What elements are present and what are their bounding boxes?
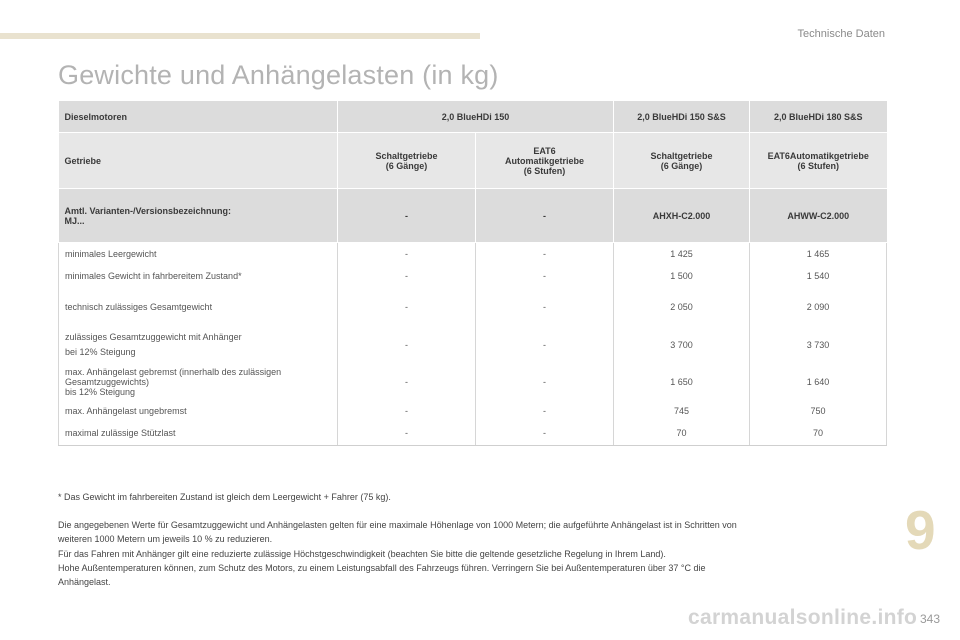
- weights-table: [58, 101, 887, 446]
- note-line: Anhängelast.: [58, 577, 111, 588]
- table-cell: 1 640: [750, 364, 887, 400]
- gearbox-line: Schaltgetriebe: [650, 150, 713, 161]
- row-label: minimales Leergewicht: [65, 248, 157, 259]
- watermark: carmanualsonline.info: [688, 606, 918, 629]
- variant-label-line: Amtl. Varianten-/Versionsbezeichnung:: [64, 205, 232, 216]
- table-cell: 1 650: [614, 364, 750, 400]
- table-cell: 3 730: [750, 326, 887, 364]
- note-line: Hohe Außentemperaturen können, zum Schutz des Motors, zu einem Leistungsabfall des Fahrzeugs führen. Verringern Sie bei Außentemperaturen über 37 °C die: [58, 562, 706, 573]
- section-title: Technische Daten: [797, 28, 885, 40]
- engine-col-3: 2,0 BlueHDi 180 S&S: [750, 101, 887, 133]
- table-row: [59, 400, 887, 422]
- engine-col-1: 2,0 BlueHDi 150: [338, 101, 614, 133]
- variant-label-line: MJ...: [64, 215, 85, 226]
- notes-block: [58, 518, 888, 589]
- row-label: [59, 364, 338, 400]
- note-line: Für das Fahren mit Anhänger gilt eine reduzierte zulässige Höchstgeschwindigkeit (beachten Sie bitte die geltende gesetzliche Regelung in Ihrem Land).: [58, 548, 666, 559]
- weights-table-container: [58, 101, 886, 446]
- table-cell: -: [338, 364, 476, 400]
- row-label: maximal zulässige Stützlast: [59, 422, 338, 446]
- table-cell: -: [476, 364, 614, 400]
- table-cell: 750: [750, 400, 887, 422]
- table-cell: 2 050: [614, 288, 750, 326]
- gearbox-col-2: [476, 133, 614, 189]
- table-cell: 1 425: [614, 243, 750, 265]
- table-cell: 70: [750, 422, 887, 446]
- table-row: [59, 422, 887, 446]
- table-cell: 2 090: [750, 288, 887, 326]
- note-line: Die angegebenen Werte für Gesamtzuggewicht und Anhängelasten gelten für eine maximale Höhenlage von 1000 Metern; die aufgeführte Anhängelast ist in Schritten von: [58, 520, 737, 530]
- row-label-line: zulässiges Gesamtzuggewicht mit Anhänger: [65, 332, 242, 342]
- row-label-line: max. Anhängelast gebremst (innerhalb des zulässigen: [65, 366, 282, 377]
- chapter-number: 9: [905, 499, 936, 561]
- table-row: [59, 265, 887, 288]
- row-label: [59, 326, 338, 364]
- row-label-line: Gesamtzuggewichts): [65, 376, 150, 387]
- table-cell: 1 540: [750, 265, 887, 288]
- row-label: minimales Gewicht in fahrbereitem Zustand*: [65, 271, 242, 281]
- row-label-line: bei 12% Steigung: [65, 347, 136, 357]
- gearbox-line: (6 Gänge): [660, 160, 703, 171]
- table-cell: -: [476, 265, 614, 288]
- engine-col-2: 2,0 BlueHDi 150 S&S: [614, 101, 750, 133]
- table-cell: -: [338, 243, 476, 265]
- table-cell: 745: [614, 400, 750, 422]
- table-cell: -: [476, 326, 614, 364]
- table-cell: 1 500: [614, 265, 750, 288]
- table-cell: -: [338, 265, 476, 288]
- table-cell: -: [476, 288, 614, 326]
- table-cell: -: [338, 422, 476, 446]
- gearbox-line: (6 Stufen): [797, 160, 839, 171]
- variant-col-3: AHXH-C2.000: [614, 189, 750, 243]
- top-accent-bar: [0, 33, 480, 39]
- row-label: technisch zulässiges Gesamtgewicht: [65, 301, 213, 312]
- variant-col-1: -: [338, 189, 476, 243]
- gearbox-line: Automatikgetriebe: [504, 155, 584, 166]
- variant-col-4: AHWW-C2.000: [750, 189, 887, 243]
- table-row: [59, 243, 887, 265]
- row-label: max. Anhängelast ungebremst: [65, 405, 187, 416]
- table-cell: -: [476, 400, 614, 422]
- table-cell: -: [476, 422, 614, 446]
- table-cell: 3 700: [614, 326, 750, 364]
- gearbox-header-row: [59, 133, 887, 189]
- table-cell: -: [338, 288, 476, 326]
- page-number: 343: [919, 612, 940, 626]
- footnote: * Das Gewicht im fahrbereiten Zustand ist gleich dem Leergewicht + Fahrer (75 kg).: [58, 492, 391, 502]
- variant-col-2: -: [476, 189, 614, 243]
- table-row: [59, 326, 887, 364]
- table-row: [59, 288, 887, 326]
- row-label-line: bis 12% Steigung: [65, 386, 136, 397]
- gearbox-col-1: [338, 133, 476, 189]
- gearbox-line: EAT6Automatikgetriebe: [767, 150, 869, 161]
- table-row: [59, 364, 887, 400]
- gearbox-line: EAT6: [533, 145, 556, 156]
- page-heading: Gewichte und Anhängelasten (in kg): [58, 60, 499, 90]
- table-cell: 70: [614, 422, 750, 446]
- gearbox-col-4: [750, 133, 887, 189]
- gearbox-line: (6 Gänge): [385, 160, 428, 171]
- engine-header-row: [59, 101, 887, 133]
- gearbox-col-3: [614, 133, 750, 189]
- table-cell: -: [476, 243, 614, 265]
- variant-header-row: [59, 189, 887, 243]
- table-cell: -: [338, 326, 476, 364]
- note-line: weiteren 1000 Metern um jeweils 10 % zu reduzieren.: [58, 534, 273, 545]
- table-cell: 1 465: [750, 243, 887, 265]
- gearbox-label: Getriebe: [59, 133, 338, 189]
- engine-label: Dieselmotoren: [59, 101, 338, 133]
- variant-label: [59, 189, 338, 243]
- table-cell: -: [338, 400, 476, 422]
- gearbox-line: Schaltgetriebe: [375, 150, 438, 161]
- gearbox-line: (6 Stufen): [523, 165, 566, 176]
